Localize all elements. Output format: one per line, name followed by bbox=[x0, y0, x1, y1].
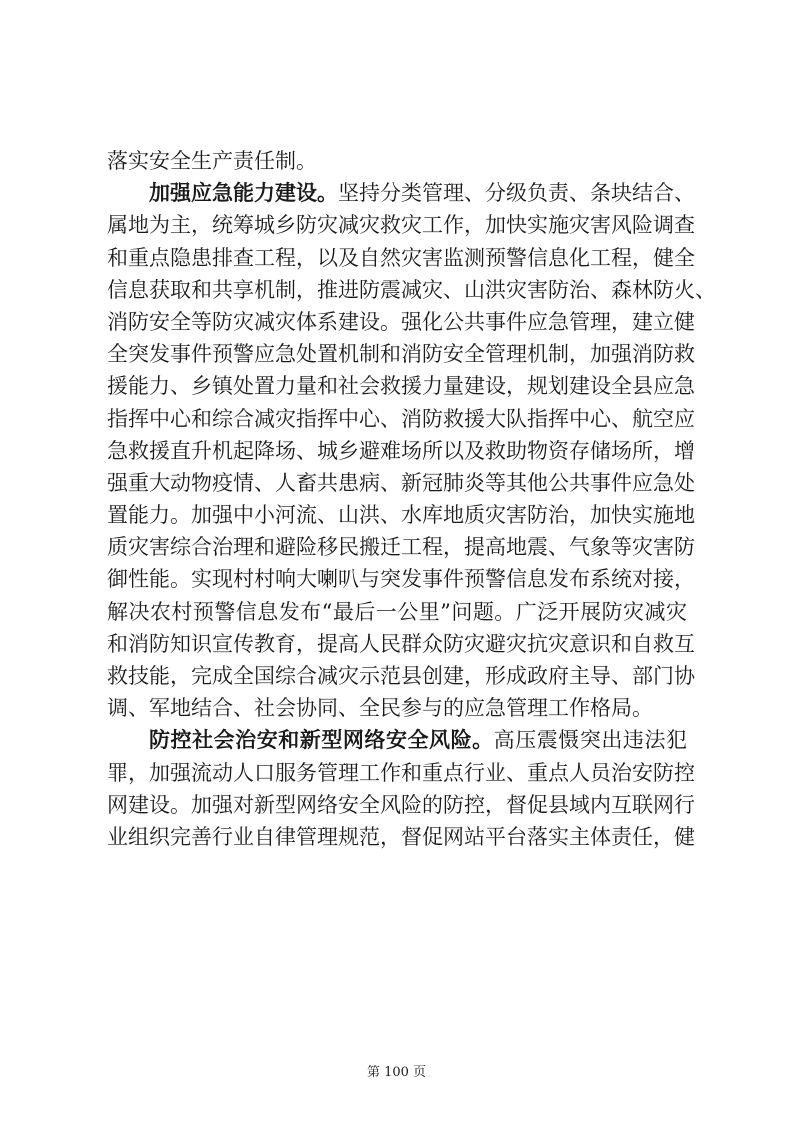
paragraph-first-line bbox=[107, 177, 695, 209]
section-heading: 防控社会治安和新型网络安全风险。 bbox=[149, 728, 494, 753]
paragraph-line: 网建设。加强对新型网络安全风险的防控，督促县域内互联网行 bbox=[107, 792, 695, 817]
paragraph-line: 消防安全等防灾减灾体系建设。强化公共事件应急管理，建立健 bbox=[107, 309, 695, 334]
page-number: 第 100 页 bbox=[366, 1065, 427, 1080]
paragraph-line: 强重大动物疫情、人畜共患病、新冠肺炎等其他公共事件应急处 bbox=[107, 470, 695, 495]
document-body bbox=[107, 145, 716, 853]
paragraph-line: 属地为主，统筹城乡防灾减灾救灾工作，加快实施灾害风险调查 bbox=[107, 213, 695, 238]
paragraph-line: 和消防知识宣传教育，提高人民群众防灾避灾抗灾意识和自救互 bbox=[107, 631, 695, 656]
paragraph-line: 置能力。加强中小河流、山洪、水库地质灾害防治，加快实施地 bbox=[107, 503, 695, 528]
paragraph-line: 救技能，完成全国综合减灾示范县创建，形成政府主导、部门协 bbox=[107, 664, 695, 688]
paragraph-line: 急救援直升机起降场、城乡避难场所以及救助物资存储场所，增 bbox=[107, 438, 695, 463]
paragraph-text: 坚持分类管理、分级负责、条块结合、 bbox=[338, 181, 695, 206]
paragraph-line: 业组织完善行业自律管理规范，督促网站平台落实主体责任，健 bbox=[107, 824, 695, 849]
paragraph-line: 信息获取和共享机制，推进防震减灾、山洪灾害防治、森林防火、 bbox=[107, 277, 716, 302]
paragraph-line: 调、军地结合、社会协同、全民参与的应急管理工作格局。 bbox=[107, 696, 653, 721]
paragraph-line: 全突发事件预警应急处置机制和消防安全管理机制，加强消防救 bbox=[107, 342, 695, 367]
paragraph-line: 罪，加强流动人口服务管理工作和重点行业、重点人员治安防控 bbox=[107, 760, 695, 785]
paragraph-line: 解决农村预警信息发布“最后一公里”问题。广泛开展防灾减灾 bbox=[107, 599, 687, 624]
paragraph-line: 质灾害综合治理和避险移民搬迁工程，提高地震、气象等灾害防 bbox=[107, 535, 695, 560]
paragraph-text: 高压震慑突出违法犯 bbox=[493, 728, 688, 753]
paragraph-line: 指挥中心和综合减灾指挥中心、消防救援大队指挥中心、航空应 bbox=[107, 406, 695, 431]
paragraph-first-line bbox=[107, 724, 687, 756]
section-heading: 加强应急能力建设。 bbox=[149, 181, 338, 206]
paragraph-line: 援能力、乡镇处置力量和社会救援力量建设，规划建设全县应急 bbox=[107, 374, 695, 399]
paragraph-line: 和重点隐患排查工程，以及自然灾害监测预警信息化工程，健全 bbox=[107, 245, 695, 270]
paragraph-line: 落实安全生产责任制。 bbox=[107, 149, 317, 173]
paragraph-line: 御性能。实现村村响大喇叭与突发事件预警信息发布系统对接， bbox=[107, 567, 695, 592]
